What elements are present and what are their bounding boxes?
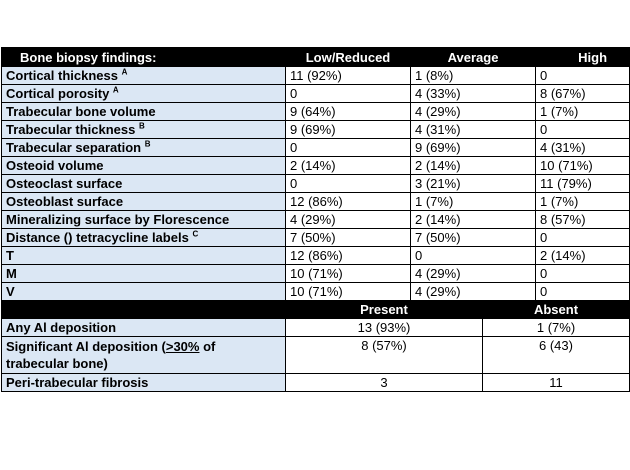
header-high: High [536,48,630,67]
average-value: 2 (14%) [411,211,536,229]
row-label-text: Distance () tetracycline labels [6,230,189,245]
low-value: 12 (86%) [286,247,411,265]
footnote-marker: C [192,229,199,239]
row-label [2,193,286,211]
high-value: 0 [536,67,630,85]
row-label-text: Osteoid volume [6,158,104,173]
high-value: 2 (14%) [536,247,630,265]
row-label [2,247,286,265]
row-label [2,85,286,103]
row-label [2,157,286,175]
table-row [2,337,630,374]
average-value: 4 (33%) [411,85,536,103]
low-value: 2 (14%) [286,157,411,175]
average-value: 4 (29%) [411,103,536,121]
low-value: 11 (92%) [286,67,411,85]
subheader-row [2,301,630,319]
header-absent: Absent [483,301,630,319]
row-label [2,265,286,283]
table-row [2,85,630,103]
row-label-text: Trabecular bone volume [6,104,156,119]
absent-value: 6 (43) [483,337,630,374]
table-row [2,319,630,337]
bone-biopsy-table-container [1,47,629,392]
high-value: 1 (7%) [536,103,630,121]
low-value: 10 (71%) [286,283,411,301]
low-value: 9 (69%) [286,121,411,139]
table-row [2,374,630,392]
high-value: 4 (31%) [536,139,630,157]
label-part: Significant Al deposition ( [6,339,166,354]
low-value: 0 [286,139,411,157]
findings-body [2,67,630,301]
header-low-reduced: Low/Reduced [286,48,411,67]
table-row [2,283,630,301]
average-value: 1 (7%) [411,193,536,211]
high-value: 10 (71%) [536,157,630,175]
table-row [2,67,630,85]
row-label [2,103,286,121]
low-value: 4 (29%) [286,211,411,229]
header-row [2,48,630,67]
low-value: 10 (71%) [286,265,411,283]
label-part: of trabecular bone) [6,339,216,371]
header-findings: Bone biopsy findings: [2,48,286,67]
table-row [2,229,630,247]
high-value: 8 (67%) [536,85,630,103]
average-value: 4 (29%) [411,265,536,283]
high-value: 0 [536,229,630,247]
footnote-marker: A [112,85,119,95]
label-ge-part: >30% [165,339,200,354]
average-value: 0 [411,247,536,265]
high-value: 0 [536,283,630,301]
row-label [2,67,286,85]
high-value: 0 [536,121,630,139]
table-row [2,175,630,193]
row-label: Any Al deposition [2,319,286,337]
low-value: 12 (86%) [286,193,411,211]
high-value: 0 [536,265,630,283]
table-row [2,157,630,175]
present-value: 8 (57%) [286,337,483,374]
row-label-text: Osteoblast surface [6,194,124,209]
low-value: 9 (64%) [286,103,411,121]
present-value: 3 [286,374,483,392]
average-value: 4 (31%) [411,121,536,139]
row-label [2,139,286,157]
low-value: 0 [286,175,411,193]
table-row [2,265,630,283]
high-value: 11 (79%) [536,175,630,193]
average-value: 2 (14%) [411,157,536,175]
row-label [2,175,286,193]
footnote-marker: B [138,121,145,131]
average-value: 9 (69%) [411,139,536,157]
row-label-text: M [6,266,17,281]
table-row [2,139,630,157]
table-row [2,193,630,211]
high-value: 8 (57%) [536,211,630,229]
table-row [2,121,630,139]
table-row [2,211,630,229]
footnote-marker: B [144,139,151,149]
average-value: 4 (29%) [411,283,536,301]
average-value: 7 (50%) [411,229,536,247]
present-value: 13 (93%) [286,319,483,337]
high-value: 1 (7%) [536,193,630,211]
footnote-marker: A [121,67,128,77]
low-value: 0 [286,85,411,103]
header-average: Average [411,48,536,67]
average-value: 3 (21%) [411,175,536,193]
row-label-text: T [6,248,14,263]
row-label [2,229,286,247]
bone-biopsy-table [1,47,630,392]
table-row [2,103,630,121]
absent-value: 11 [483,374,630,392]
row-label-text: Osteoclast surface [6,176,123,191]
row-label [2,211,286,229]
row-label-text: Cortical thickness [6,68,118,83]
subheader-empty [2,301,286,319]
row-label-text: Cortical porosity [6,86,110,101]
row-label: Peri-trabecular fibrosis [2,374,286,392]
header-present: Present [286,301,483,319]
row-label [2,337,286,374]
row-label-text: V [6,284,15,299]
absent-value: 1 (7%) [483,319,630,337]
deposition-body [2,301,630,392]
row-label [2,283,286,301]
row-label-text: Trabecular thickness [6,122,136,137]
low-value: 7 (50%) [286,229,411,247]
average-value: 1 (8%) [411,67,536,85]
row-label [2,121,286,139]
row-label-text: Trabecular separation [6,140,142,155]
row-label-text: Mineralizing surface by Florescence [6,212,230,227]
table-row [2,247,630,265]
